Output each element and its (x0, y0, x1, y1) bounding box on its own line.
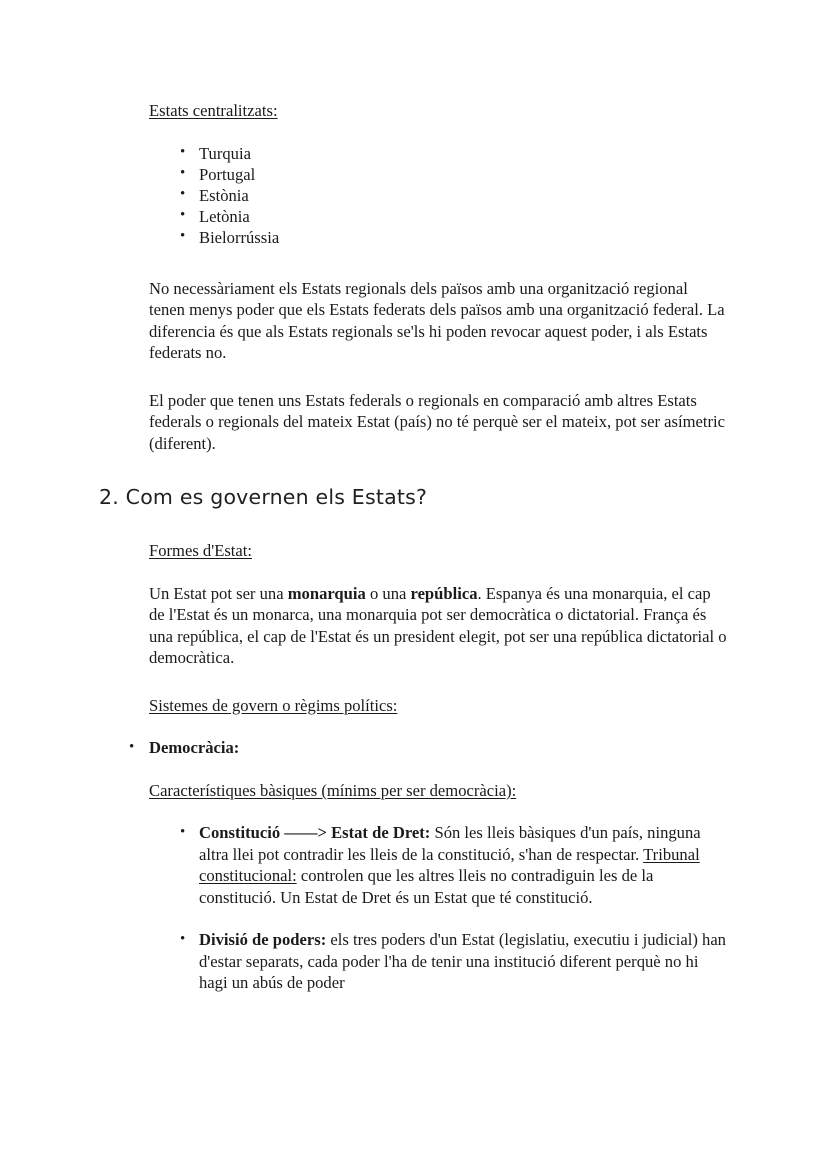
list-item: • Portugal (199, 164, 499, 185)
section-heading-2: 2. Com es governen els Estats? (99, 485, 428, 509)
democracia-label: Democràcia: (149, 738, 240, 757)
text-after-terms: . Espanya és una monarquia, el cap de l'Estat és un monarca, una monarquia pot ser democràtica o dictatorial. França és una república, el cap de l'Estat és un president elegit, pot ser una república dictatorial o democràtica. (149, 583, 727, 667)
constitucio-text-part1: Són les lleis bàsiques d'un país, ninguna altra llei pot contradir les lleis de la constitució, s'han de respectar. (199, 823, 701, 864)
regimes-list (0, 737, 828, 759)
caracteristiques-block (149, 780, 828, 802)
list-item: • Estònia (199, 185, 499, 206)
paragraph-regional-vs-federal: No necessàriament els Estats regionals dels països amb una organització regional tenen menys poder que els Estats federats dels països amb una organització federal. La diferencia és que als Estats regionals se'ls hi poden revocar aquest poder, i als Estats federats no. (149, 278, 725, 362)
term-republica: república (410, 583, 478, 603)
paragraph-formes-estat (149, 583, 727, 669)
list-item-divisio-poders (199, 929, 729, 994)
text-between-terms: o una (365, 583, 411, 603)
list-item-democracia (149, 737, 709, 759)
list-item-constitucio (199, 822, 729, 908)
features-list (0, 822, 828, 994)
centralized-states-list (0, 143, 828, 248)
formes-estat-heading: Formes d'Estat: (149, 541, 253, 560)
caracteristiques-heading: Característiques bàsiques (mínims per ser democràcia): (149, 780, 517, 800)
paragraph-asymmetric-power: El poder que tenen uns Estats federals o regionals en comparació amb altres Estats federals o regionals del mateix Estat (país) no té perquè ser el mateix, pot ser asímetric (diferent). (149, 390, 725, 453)
term-monarquia: monarquia (287, 583, 366, 603)
formes-estat-block (149, 540, 828, 562)
sistemes-govern-block (149, 695, 828, 717)
constitucio-label: Constitució ——> Estat de Dret: (199, 823, 431, 842)
text-before-monarquia: Un Estat pot ser una (149, 583, 288, 603)
divisio-poders-text: els tres poders d'un Estat (legislatiu, executiu i judicial) han d'estar separats, cada poder l'ha de tenir una institució diferent perquè no hi hagi un abús de poder (199, 930, 726, 992)
divisio-poders-label: Divisió de poders: (199, 930, 327, 949)
list-item: • Bielorrússia (199, 227, 499, 248)
list-item: • Letònia (199, 206, 499, 227)
list-item: • Turquia (199, 143, 499, 164)
constitucio-text-part2: controlen que les altres lleis no contradiguin les de la constitució. Un Estat de Dret és un Estat que té constitució. (199, 866, 654, 907)
sistemes-govern-heading: Sistemes de govern o règims polítics: (149, 695, 398, 715)
centralized-states-block (149, 100, 828, 122)
centralized-states-heading: Estats centralitzats: (149, 101, 278, 120)
tribunal-constitucional-label: Tribunal constitucional: (199, 844, 700, 885)
